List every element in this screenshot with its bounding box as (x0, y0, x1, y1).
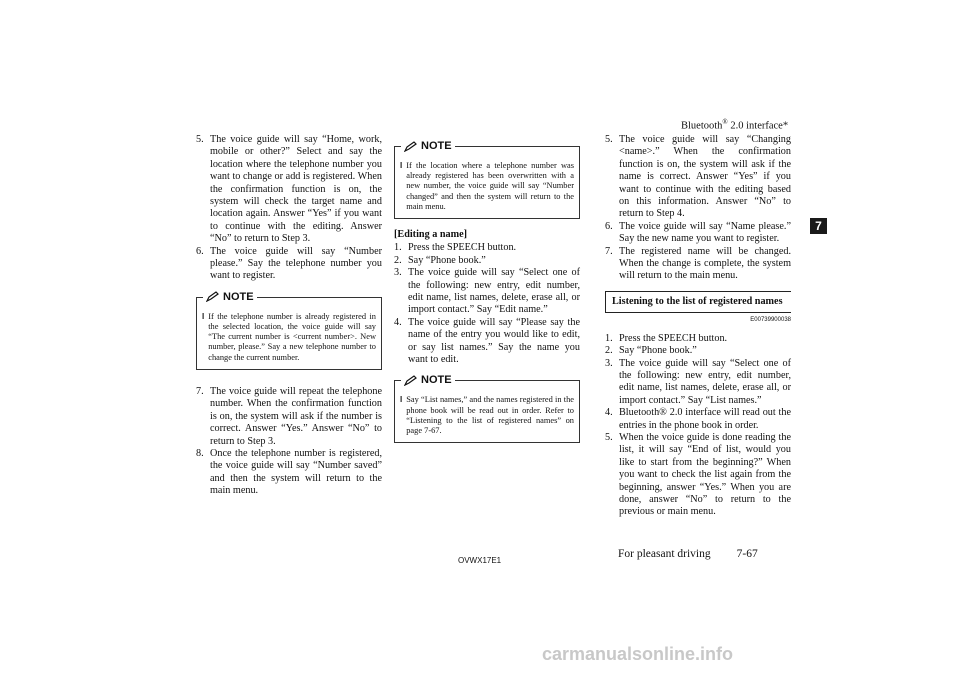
document-code: OVWX17E1 (458, 556, 502, 565)
list-item (196, 386, 382, 448)
item-text: When the voice guide is done reading the list, it will say “End of list, would you like to start from the beginning?” When you want to check the list again from the beginning, answer “Yes.” When you are done, answer “No” to return to the previous or main menu. (619, 431, 791, 518)
header-title-rest: 2.0 interface* (727, 120, 789, 132)
list-item (605, 134, 791, 221)
watermark: carmanualsonline.info (542, 644, 734, 664)
note-heading (203, 291, 257, 303)
bullet-icon: l (400, 161, 403, 170)
note-text: If the telephone number is already registered in the selected location, the voice guide will say “The current number is <current number>. New number, please.” Say a new telephone number to change the current number. (208, 311, 376, 362)
note-heading (401, 140, 455, 152)
list-item (394, 317, 580, 367)
note-label: NOTE (223, 290, 254, 303)
item-number: 3. (394, 267, 402, 279)
item-text: The registered name will be changed. When the change is complete, the system will return to the main menu. (619, 245, 791, 282)
item-text: Press the SPEECH button. (408, 242, 517, 254)
item-text: The voice guide will say “Please say the name of the entry you would like to edit, or say list names.” Say the name you want to edit. (408, 316, 580, 366)
list-item (605, 221, 791, 246)
note-text: Say “List names,” and the names registered in the phone book will be read out in order. Refer to “Listening to the list of registered names” on page 7-67. (406, 395, 574, 436)
note-pencil-icon (404, 375, 418, 386)
item-text: Say “Phone book.” (619, 345, 697, 357)
note-text: If the location where a telephone number was already registered has been overwritten with a new number, the voice guide will say “Number changed” and then the system will return to the main menu. (406, 161, 574, 211)
item-text: The voice guide will say “Select one of the following: new entry, edit number, edit name, list names, delete, erase all, or import contact.” Say “Edit name.” (408, 267, 580, 316)
item-number: 1. (605, 332, 613, 344)
section-heading-box: Listening to the list of registered names (605, 291, 791, 313)
note-item (400, 161, 574, 212)
item-text: The voice guide will say “Home, work, mobile or other?” Select and say the location where the telephone number you want to change or add is registered. When the confirmation function is on, the system will check the target name and location again. Answer “Yes” if you want to continue with the editing. Answer “No” to return to Step 3. (210, 134, 382, 245)
list-item (196, 448, 382, 498)
list-item (605, 432, 791, 519)
item-number: 2. (394, 254, 402, 266)
section-code: E00739900038 (750, 317, 791, 324)
item-number: 7. (605, 245, 613, 257)
column-3 (605, 134, 791, 519)
list-item (605, 358, 791, 408)
item-number: 4. (605, 407, 613, 419)
column-2 (394, 140, 580, 453)
page-header (681, 118, 788, 132)
list-item (605, 407, 791, 432)
note-item (400, 395, 574, 436)
item-number: 6. (605, 220, 613, 232)
note-label: NOTE (421, 140, 452, 152)
item-number: 8. (196, 447, 204, 459)
list-item (605, 345, 791, 357)
note-pencil-icon (404, 141, 418, 152)
item-text: The voice guide will say “Number please.” Say the telephone number you want to register. (210, 245, 382, 282)
page-number: 7-67 (736, 548, 758, 560)
item-text: Bluetooth® 2.0 interface will read out the entries in the phone book in order. (619, 407, 791, 431)
item-text: Say “Phone book.” (408, 254, 486, 266)
section-title: [Editing a name] (394, 229, 468, 241)
chapter-tab: 7 (810, 218, 827, 234)
header-title: Bluetooth (681, 120, 723, 132)
note-label: NOTE (421, 374, 452, 387)
item-number: 5. (605, 134, 613, 145)
item-text: The voice guide will say “Select one of the following: new entry, edit number, edit name, list names, delete, erase all, or import contact.” Say “List names.” (619, 357, 791, 406)
item-number: 5. (196, 134, 204, 145)
note-item (202, 312, 376, 363)
footer-section: For pleasant driving (618, 548, 711, 560)
item-number: 6. (196, 245, 204, 257)
item-number: 7. (196, 385, 204, 397)
item-text: Once the telephone number is registered, the voice guide will say “Number saved” and then the system will return to the main menu. (210, 447, 382, 497)
list-item (394, 267, 580, 317)
list-item (394, 242, 580, 254)
item-number: 2. (605, 345, 613, 357)
list-item (196, 246, 382, 283)
list-item (605, 246, 791, 283)
bullet-icon: l (400, 395, 403, 405)
list-item (605, 333, 791, 345)
item-text: The voice guide will say “Name please.” Say the new name you want to register. (619, 220, 791, 245)
note-box (196, 290, 382, 370)
item-text: The voice guide will repeat the telephone number. When the confirmation function is on, the system will ask if the number is correct. Answer “Yes.” Answer “No” to return to Step 3. (210, 385, 382, 447)
item-number: 1. (394, 242, 402, 254)
note-box (394, 140, 580, 219)
item-text: Press the SPEECH button. (619, 332, 728, 344)
list-item (394, 255, 580, 267)
header-registered-mark: ® (722, 118, 728, 126)
item-number: 4. (394, 316, 402, 328)
item-text: The voice guide will say “Changing <name>.” When the confirmation function is on, the system will ask if the name is correct. Answer “Yes” if you want to continue with the editing based on this information. Answer “No” to return to Step 4. (619, 134, 791, 220)
note-pencil-icon (206, 291, 220, 302)
note-heading (401, 374, 455, 386)
list-item (196, 134, 382, 246)
item-number: 5. (605, 431, 613, 443)
item-number: 3. (605, 357, 613, 369)
bullet-icon: l (202, 311, 205, 321)
page-footer (618, 548, 758, 560)
note-box (394, 374, 580, 443)
column-1 (196, 134, 382, 498)
